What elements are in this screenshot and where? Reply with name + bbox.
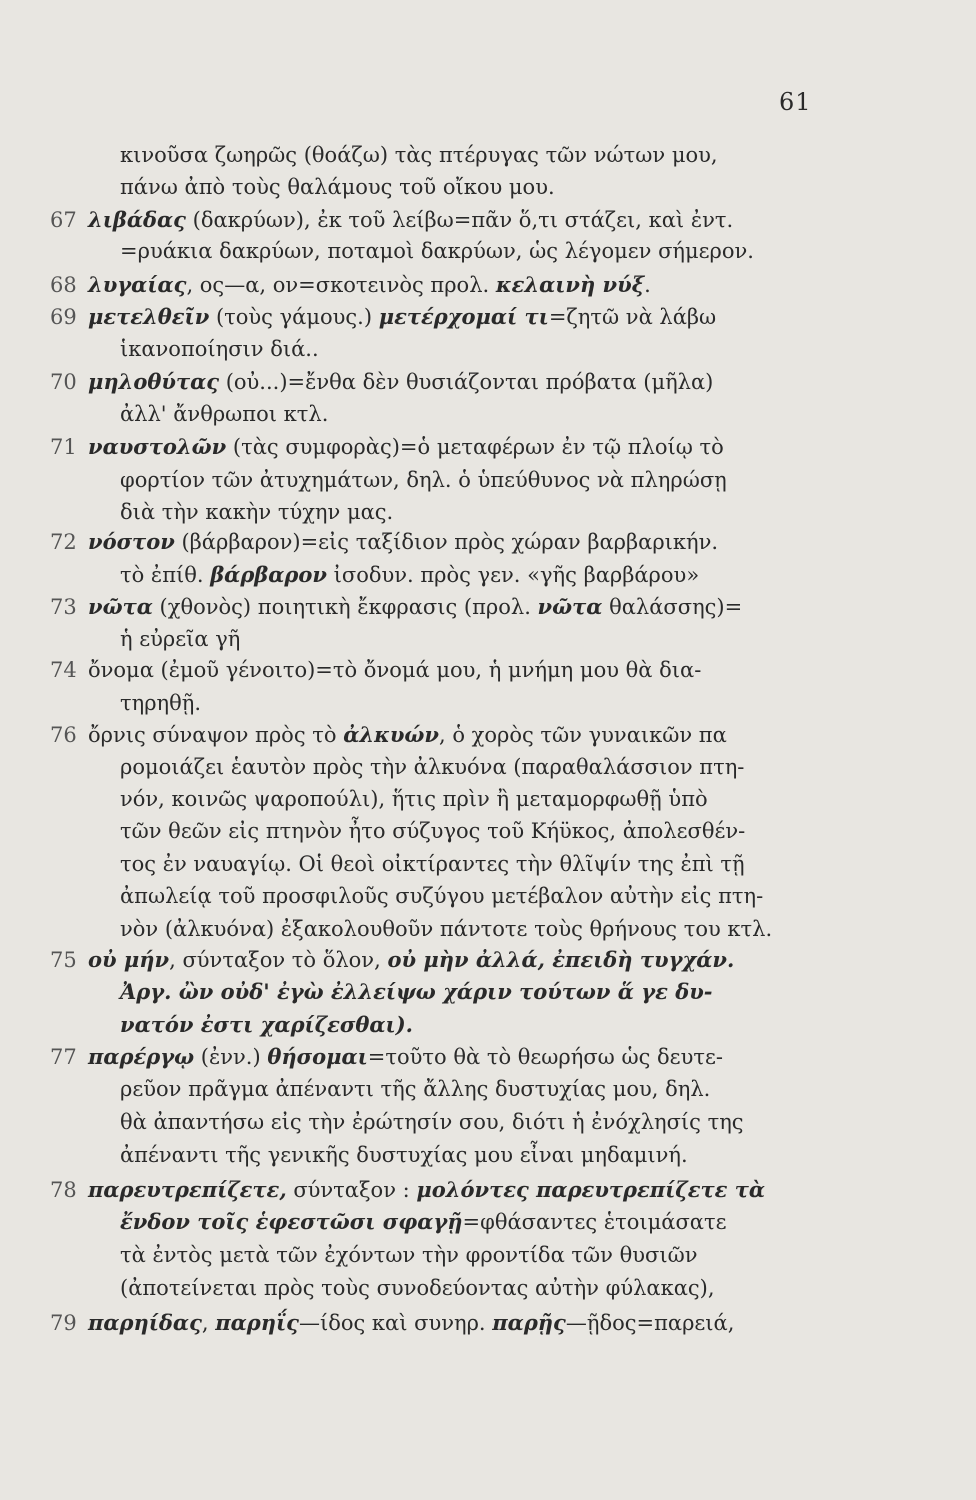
entry-line <box>120 1074 710 1104</box>
entry-line <box>120 236 754 266</box>
gloss-text: , σύνταξον τὸ ὅλον, <box>169 948 388 972</box>
entry-line <box>88 270 651 300</box>
headword: νατόν ἐστι χαρίζεσθαι). <box>120 1012 413 1037</box>
headword: παρηίδας <box>88 1310 202 1335</box>
headword: λιβάδας <box>88 207 186 232</box>
entry-line <box>120 1140 688 1170</box>
entry-line <box>88 367 713 397</box>
entry-line <box>120 172 555 202</box>
entry-number: 72 <box>50 530 77 554</box>
entry-line <box>88 592 742 622</box>
entry-line <box>88 205 733 235</box>
entry-line <box>120 1240 697 1270</box>
headword: παρέργῳ <box>88 1044 195 1069</box>
entry-line <box>120 977 713 1007</box>
entry-line <box>120 334 319 364</box>
entry-number: 75 <box>50 948 77 972</box>
entry-number: 79 <box>50 1311 77 1335</box>
gloss-text: (χθονὸς) ποιητικὴ ἔκφρασις (προλ. <box>152 595 538 619</box>
entry-line <box>88 1175 765 1205</box>
gloss-text: ὄρνις σύναψον πρὸς τὸ <box>88 723 344 747</box>
entry-number: 78 <box>50 1178 77 1202</box>
gloss-text: =φθάσαντες ἑτοιμάσατε <box>462 1210 727 1234</box>
entry-line <box>120 784 708 814</box>
gloss-text: . <box>644 273 651 297</box>
gloss-text: φορτίον τῶν ἀτυχημάτων, δηλ. ὁ ὑπεύθυνος νὰ πληρώσῃ <box>120 468 727 492</box>
gloss-text: (οὐ...)=ἔνθα δὲν θυσιάζονται πρόβατα (μῆλα) <box>219 370 714 394</box>
entry-line <box>88 655 701 685</box>
gloss-text: (τὰς συμφορὰς)=ὁ μεταφέρων ἐν τῷ πλοίῳ τὸ <box>226 435 724 459</box>
headword: παρῇς <box>492 1310 566 1335</box>
headword: βάρβαρον <box>210 562 327 587</box>
entry-line <box>88 720 727 750</box>
gloss-text: τὸ ἐπίθ. <box>120 563 211 587</box>
gloss-text: =τοῦτο θὰ τὸ θεωρήσω ὡς δευτε- <box>367 1045 723 1069</box>
gloss-text: (βάρβαρον)=εἰς ταξίδιον πρὸς χώραν βαρβαρικήν. <box>174 530 719 554</box>
entry-line <box>120 624 240 654</box>
entry-line <box>120 1107 744 1137</box>
entry-number: 68 <box>50 273 77 297</box>
headword: νῶτα <box>88 594 153 619</box>
gloss-text: —ίδος καὶ συνηρ. <box>298 1311 493 1335</box>
headword: μετελθεῖν <box>88 304 210 329</box>
entry-line <box>88 432 724 462</box>
headword: οὐ μήν <box>88 947 170 972</box>
gloss-text: =ζητῶ νὰ λάβω <box>548 305 717 329</box>
headword: οὐ μὴν ἀλλά, ἐπειδὴ τυγχάν. <box>387 947 735 972</box>
entry-line <box>120 465 727 495</box>
headword: μετέρχομαί τι <box>378 304 549 329</box>
gloss-text: τὰ ἐντὸς μετὰ τῶν ἐχόντων τὴν φροντίδα τῶν θυσιῶν <box>120 1243 698 1267</box>
gloss-text: τηρηθῇ. <box>120 691 202 715</box>
gloss-text: ἰσοδυν. πρὸς γεν. «γῆς βαρβάρου» <box>326 563 700 587</box>
gloss-text: =ρυάκια δακρύων, ποταμοὶ δακρύων, ὡς λέγομεν σήμερον. <box>120 239 754 263</box>
entry-number: 69 <box>50 305 77 329</box>
entry-number: 70 <box>50 370 77 394</box>
gloss-text: ὄνομα (ἐμοῦ γένοιτο)=τὸ ὄνομά μου, ἡ μνήμη μου θὰ δια- <box>88 658 702 682</box>
gloss-text: ἱκανοποίησιν διά.. <box>120 337 319 361</box>
headword: λυγαίας <box>88 272 187 297</box>
gloss-text: ἡ εὐρεῖα γῆ <box>120 627 241 651</box>
entry-line <box>120 1273 715 1303</box>
gloss-text: θαλάσσης)= <box>602 595 743 619</box>
headword: ἀλκυών <box>343 722 439 747</box>
headword: ναυστολῶν <box>88 434 227 459</box>
headword: παρευτρεπίζετε, <box>88 1177 287 1202</box>
gloss-text: , ὁ χορὸς τῶν γυναικῶν πα <box>438 723 727 747</box>
headword: ἔνδον τοῖς ἑφεστῶσι σφαγῇ <box>120 1209 463 1234</box>
gloss-text: (ἀποτείνεται πρὸς τοὺς συνοδεύοντας αὐτὴν φύλακας), <box>120 1276 715 1300</box>
headword: νόστον <box>88 529 175 554</box>
entry-line <box>88 1042 723 1072</box>
headword: κελαινὴ νύξ <box>495 272 645 297</box>
gloss-text: ρεῦον πρᾶγμα ἀπέναντι τῆς ἄλλης δυστυχίας μου, δηλ. <box>120 1077 711 1101</box>
gloss-text: (δακρύων), ἐκ τοῦ λείβω=πᾶν ὅ,τι στάζει, καὶ ἐντ. <box>185 208 734 232</box>
entry-line <box>120 1207 726 1237</box>
entry-line <box>120 849 745 879</box>
entry-line <box>120 399 328 429</box>
entry-line <box>120 816 745 846</box>
gloss-text: σύνταξον : <box>286 1178 417 1202</box>
entry-line <box>88 302 716 332</box>
gloss-text: —ῇδος=παρειά, <box>565 1311 735 1335</box>
headword: Ἀργ. ὢν οὐδ' ἐγὼ ἐλλείψω χάριν τούτων ἅ γε δυ- <box>120 979 713 1004</box>
entry-number: 71 <box>50 435 77 459</box>
entry-number: 76 <box>50 723 77 747</box>
gloss-text: , ος—α, ον=σκοτεινὸς προλ. <box>186 273 496 297</box>
gloss-text: (τοὺς γάμους.) <box>209 305 379 329</box>
entry-line <box>120 1010 413 1040</box>
gloss-text: ἀπέναντι τῆς γενικῆς δυστυχίας μου εἶναι μηδαμινή. <box>120 1143 688 1167</box>
entry-number: 73 <box>50 595 77 619</box>
gloss-text: , <box>201 1311 216 1335</box>
gloss-text: κινοῦσα ζωηρῶς (θοάζω) τὰς πτέρυγας τῶν νώτων μου, <box>120 143 718 167</box>
entry-number: 74 <box>50 658 77 682</box>
gloss-text: (ἐνν.) <box>194 1045 268 1069</box>
page-number: 61 <box>779 88 812 116</box>
gloss-text: τος ἐν ναυαγίῳ. Οἱ θεοὶ οἰκτίραντες τὴν θλῖψίν της ἐπὶ τῇ <box>120 852 745 876</box>
gloss-text: τῶν θεῶν εἰς πτηνὸν ἦτο σύζυγος τοῦ Κήϋκος, ἀπολεσθέν- <box>120 819 746 843</box>
entry-line <box>88 527 718 557</box>
gloss-text: θὰ ἀπαντήσω εἰς τὴν ἐρώτησίν σου, διότι ἡ ἐνόχλησίς της <box>120 1110 744 1134</box>
headword: νῶτα <box>537 594 603 619</box>
entry-line <box>120 140 718 170</box>
entry-line <box>88 945 734 975</box>
entry-line <box>120 560 699 590</box>
entry-line <box>88 1308 734 1338</box>
headword: μολόντες παρευτρεπίζετε τὰ <box>416 1177 765 1202</box>
gloss-text: διὰ τὴν κακὴν τύχην μας. <box>120 500 394 524</box>
entry-line <box>120 914 772 944</box>
gloss-text: ἀπωλείᾳ τοῦ προσφιλοῦς συζύγου μετέβαλον αὐτὴν εἰς πτη- <box>120 884 764 908</box>
gloss-text: νὸν (ἀλκυόνα) ἐξακολουθοῦν πάντοτε τοὺς θρήνους του κτλ. <box>120 917 773 941</box>
headword: παρηΐς <box>215 1310 299 1335</box>
gloss-text: πάνω ἀπὸ τοὺς θαλάμους τοῦ οἴκου μου. <box>120 175 555 199</box>
entry-line <box>120 688 201 718</box>
gloss-text: νόν, κοινῶς ψαροπούλι), ἥτις πρὶν ἢ μεταμορφωθῇ ὑπὸ <box>120 787 708 811</box>
entry-number: 67 <box>50 208 77 232</box>
entry-line <box>120 881 763 911</box>
headword: θήσομαι <box>267 1044 368 1069</box>
headword: μηλοθύτας <box>88 369 220 394</box>
gloss-text: ρομοιάζει ἑαυτὸν πρὸς τὴν ἀλκυόνα (παραθαλάσσιον πτη- <box>120 755 745 779</box>
entry-line <box>120 752 744 782</box>
gloss-text: ἀλλ' ἄνθρωποι κτλ. <box>120 402 329 426</box>
entry-line <box>120 497 393 527</box>
entry-number: 77 <box>50 1045 77 1069</box>
